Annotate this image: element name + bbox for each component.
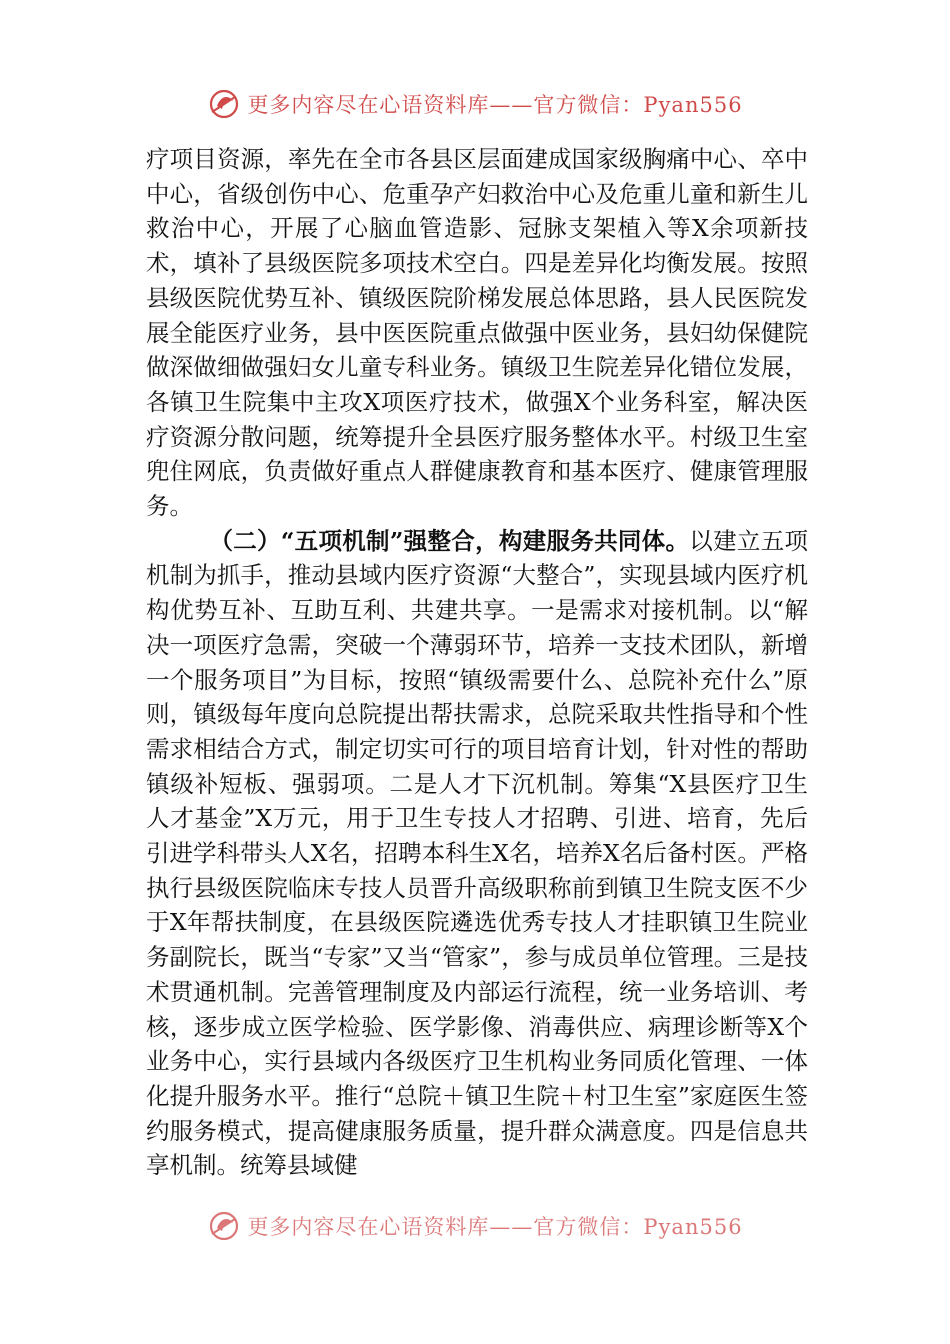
footer-watermark-text: 更多内容尽在心语资料库——官方微信：Pyan556 [247, 1215, 743, 1239]
document-body [146, 142, 808, 1183]
header-watermark-banner [0, 84, 950, 124]
paragraph-text: 以建立五项机制为抓手，推动县域内医疗资源“大整合”，实现县域内医疗机构优势互补、互助互利、共建共享。一是需求对接机制。以“解决一项医疗急需，突破一个薄弱环节，培养一支技术团队，新增一个服务项目”为目标，按照“镇级需要什么、总院补充什么”原则，镇级每年度向总院提出帮扶需求，总院采取共性指导和个性需求相结合方式，制定切实可行的项目培育计划，针对性的帮助镇级补短板、强弱项。二是人才下沉机制。筹集“X县医疗卫生人才基金”X万元，用于卫生专技人才招聘、引进、培育，先后引进学科带头人X名，招聘本科生X名，培养X名后备村医。严格执行县级医院临床专技人员晋升高级职称前到镇卫生院支医不少于X年帮扶制度，在县级医院遴选优秀专技人才挂职镇卫生院业务副院长，既当“专家”又当“管家”，参与成员单位管理。三是技术贯通机制。完善管理制度及内部运行流程，统一业务培训、考核，逐步成立医学检验、医学影像、消毒供应、病理诊断等X个业务中心，实行县域内各级医疗卫生机构业务同质化管理、一体化提升服务水平。推行“总院＋镇卫生院＋村卫生室”家庭医生签约服务模式，提高健康服务质量，提升群众满意度。四是信息共享机制。统筹县域健 [146, 526, 808, 1180]
brand-logo-icon [207, 1209, 241, 1243]
paragraph [146, 524, 808, 1183]
paragraph: 疗项目资源，率先在全市各县区层面建成国家级胸痛中心、卒中中心，省级创伤中心、危重孕产妇救治中心及危重儿童和新生儿救治中心，开展了心脑血管造影、冠脉支架植入等X余项新技术，填补了县级医院多项技术空白。四是差异化均衡发展。按照县级医院优势互补、镇级医院阶梯发展总体思路，县人民医院发展全能医疗业务，县中医医院重点做强中医业务，县妇幼保健院做深做细做强妇女儿童专科业务。镇级卫生院差异化错位发展，各镇卫生院集中主攻X项医疗技术，做强X个业务科室，解决医疗资源分散问题，统筹提升全县医疗服务整体水平。村级卫生室兜住网底，负责做好重点人群健康教育和基本医疗、健康管理服务。 [146, 145, 808, 521]
header-watermark-text: 更多内容尽在心语资料库——官方微信：Pyan556 [247, 93, 743, 117]
section-heading: （二）“五项机制”强整合，构建服务共同体。 [209, 526, 690, 555]
footer-watermark-banner [0, 1206, 950, 1246]
brand-logo-icon [207, 87, 241, 121]
